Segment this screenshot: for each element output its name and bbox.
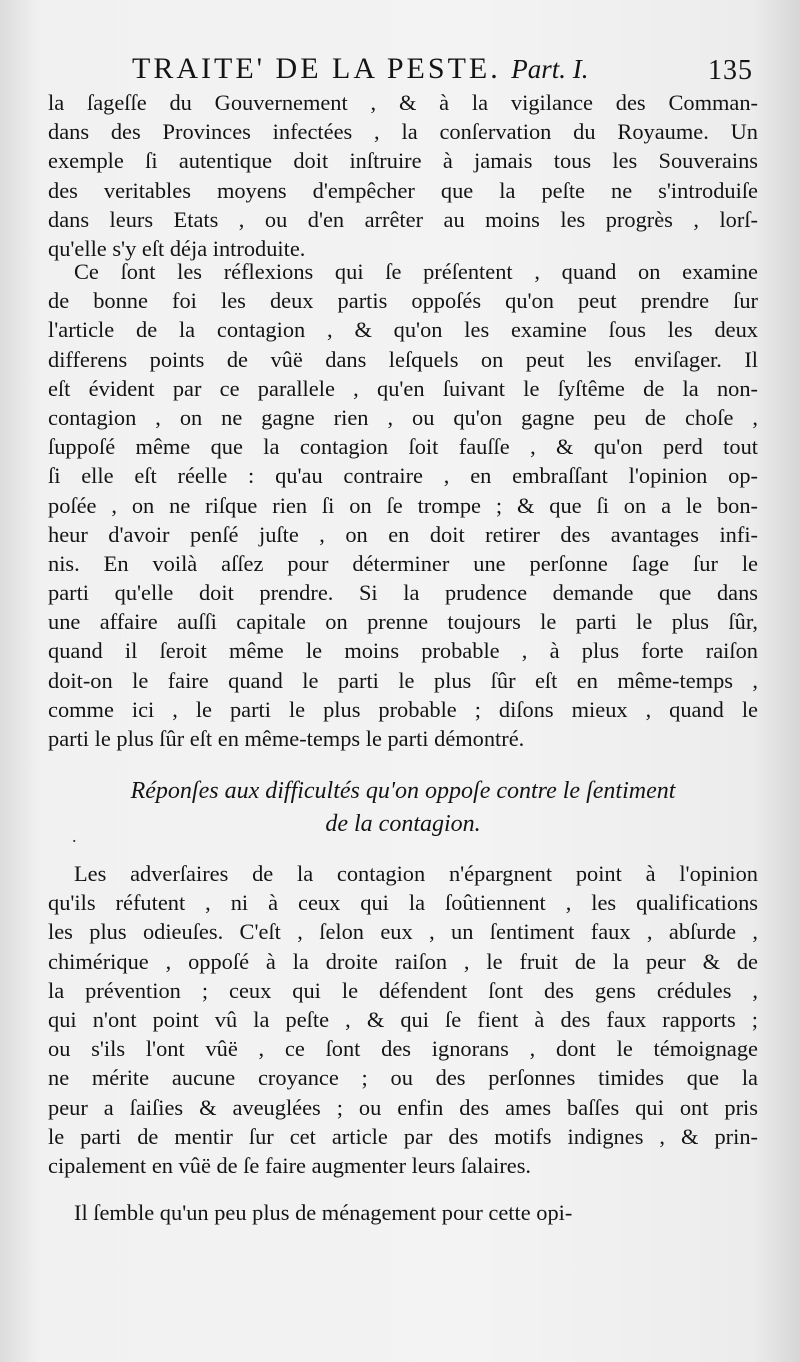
text-line: Il ſemble qu'un peu plus de ménagement pour cette opi- (74, 1200, 573, 1225)
running-header (0, 52, 800, 92)
text-line: qu'ils réfutent , ni à ceux qui la ſoûtiennent , les qualifications (48, 890, 758, 916)
text-line: qui n'ont point vû la peſte , & qui ſe fient à des faux rapports ; (48, 1006, 758, 1032)
text-line: parti qu'elle doit prendre. Si la prudence demande que dans (48, 580, 758, 606)
text-line: Les adverſaires de la contagion n'épargnent point à l'opinion (74, 861, 758, 886)
text-line: dans leurs Etats , ou d'en arrêter au moins les progrès , lorſ- (48, 206, 758, 232)
text-line: dans des Provinces infectées , la conſervation du Royaume. Un (48, 119, 758, 145)
paragraph-1 (48, 88, 758, 263)
text-line: des veritables moyens d'empêcher que la peſte ne s'introduiſe (48, 177, 758, 203)
text-line: de bonne foi les deux partis oppoſés qu'on peut prendre ſur (48, 288, 758, 314)
text-line: l'article de la contagion , & qu'on les examine ſous les deux (48, 317, 758, 343)
text-line: doit-on le faire quand le parti le plus ſûr eſt en même-temps , (48, 667, 758, 693)
text-line: contagion , on ne gagne rien , ou qu'on gagne peu de choſe , (48, 404, 758, 430)
text-line: ſuppoſé même que la contagion ſoit fauſſe , & qu'on perd tout (48, 434, 758, 460)
paragraph-4 (48, 1198, 758, 1227)
paragraph-2 (48, 257, 758, 753)
text-line: quand il ſeroit même le moins probable , à plus forte raiſon (48, 638, 758, 664)
text-line: comme ici , le parti le plus probable ; diſons mieux , quand le (48, 696, 758, 722)
text-line: le parti de mentir ſur cet article par des motifs indignes , & prin- (48, 1123, 758, 1149)
running-title-text: TRAITE' DE LA PESTE. (132, 52, 501, 85)
text-line: ou s'ils l'ont vûë , ce ſont des ignorans , dont le témoignage (48, 1036, 758, 1062)
running-title (132, 52, 588, 86)
stray-mark: . (72, 826, 77, 846)
text-line: qu'elle s'y eſt déja introduite. (48, 235, 306, 261)
text-line: ne mérite aucune croyance ; ou des perſonnes timides que la (48, 1065, 758, 1091)
text-line: chimérique , oppoſé à la droite raiſon , le fruit de la peur & de (48, 948, 758, 974)
section-heading (48, 775, 758, 841)
text-line: heur d'avoir penſé juſte , on en doit retirer des avantages infi- (48, 521, 758, 547)
page-number: 135 (708, 55, 753, 86)
text-line: la prévention ; ceux qui le défendent ſont des gens crédules , (48, 977, 758, 1003)
text-line: nis. En voilà aſſez pour déterminer une perſonne ſage ſur le (48, 550, 758, 576)
text-line: ſi elle eſt réelle : qu'au contraire , en embraſſant l'opinion op- (48, 463, 758, 489)
text-line: cipalement en vûë de ſe faire augmenter leurs ſalaires. (48, 1152, 532, 1178)
section-heading-line-2: de la contagion. (325, 811, 481, 837)
text-line: parti le plus ſûr eſt en même-temps le parti démontré. (48, 726, 525, 751)
paragraph-3 (48, 859, 758, 1180)
text-line: eſt évident par ce parallele , qu'en ſuivant le ſyſtême de la non- (48, 375, 758, 401)
text-line: les plus odieuſes. C'eſt , ſelon eux , un ſentiment faux , abſurde , (48, 919, 758, 945)
text-line: exemple ſi autentique doit inſtruire à jamais tous les Souverains (48, 148, 758, 174)
text-line: Ce ſont les réflexions qui ſe préſentent , quand on examine (74, 259, 758, 284)
text-line: differens points de vûë dans leſquels on peut les enviſager. Il (48, 346, 758, 372)
text-line: une affaire auſſi capitale on prenne toujours le parti le plus ſûr, (48, 609, 758, 635)
text-line: peur a ſaiſies & aveuglées ; ou enfin des ames baſſes qui ont pris (48, 1094, 758, 1120)
part-label: Part. I. (511, 54, 589, 84)
section-heading-line-1: Réponſes aux difficultés qu'on oppoſe contre le ſentiment (130, 778, 676, 804)
text-line: la ſageſſe du Gouvernement , & à la vigilance des Comman- (48, 90, 758, 115)
text-line: poſée , on ne riſque rien ſi on ſe trompe ; & que ſi on a le bon- (48, 492, 758, 518)
